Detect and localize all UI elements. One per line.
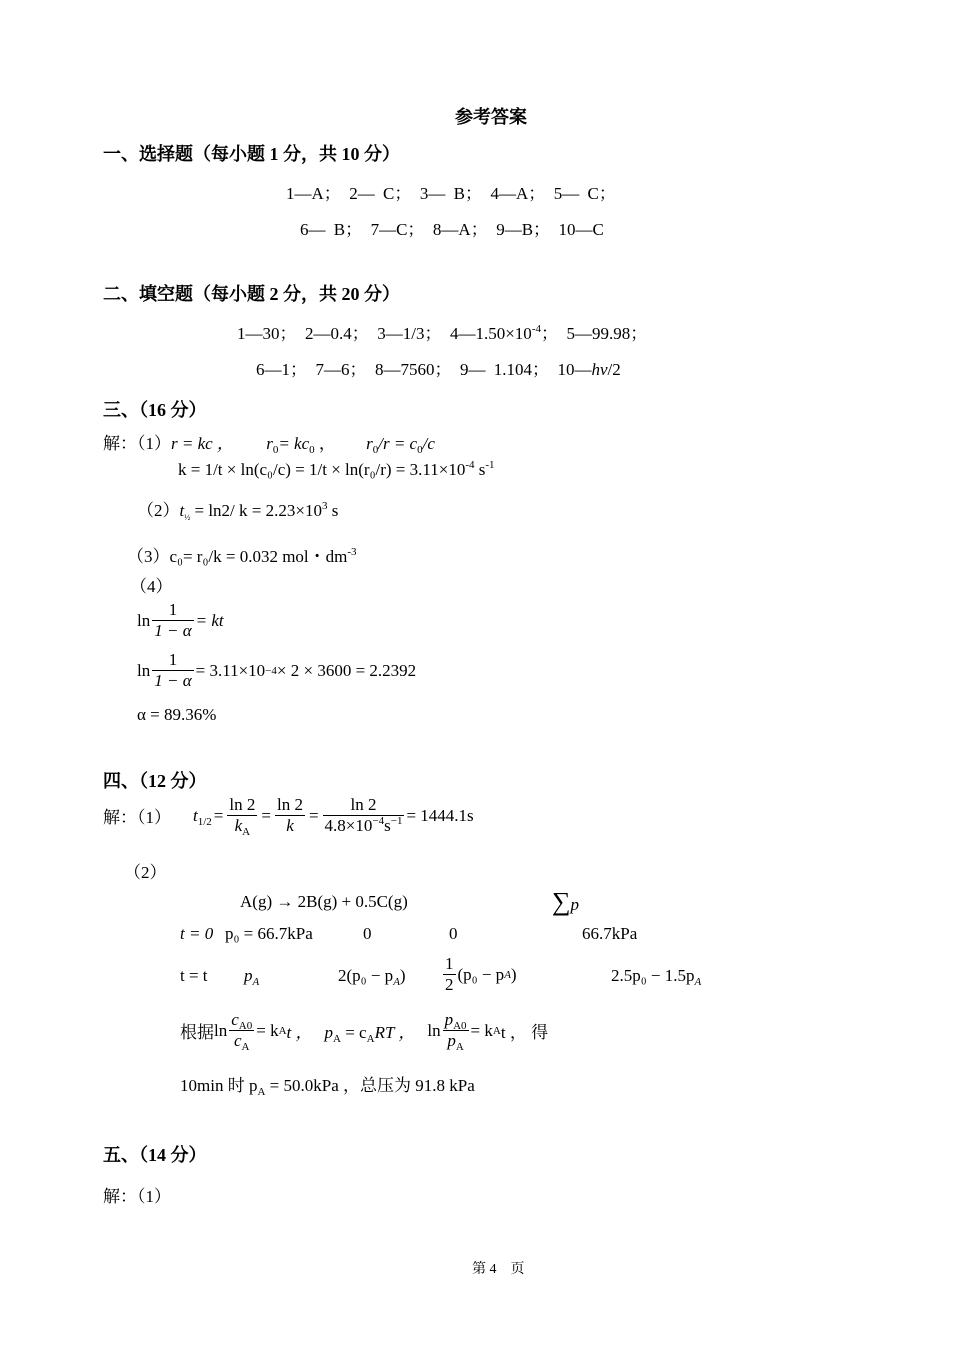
s2-row1-tail: ； 5—99.98； xyxy=(540,324,648,343)
s4-tt-pA: p xyxy=(244,966,253,985)
section-2-answers-row-1 xyxy=(237,319,647,344)
s4-basis-pA-sub: A xyxy=(333,1033,341,1045)
s3-frac-1 xyxy=(152,600,193,641)
s4-frac-c-den: 4.8×10 xyxy=(324,816,373,835)
s4-result-sub: A xyxy=(257,1086,266,1098)
s4-tt-c-den: 2 xyxy=(445,975,454,994)
s3-eq-r0-end: ， xyxy=(314,434,336,453)
s4-basis-pA-sub2: A xyxy=(366,1033,375,1045)
s3-half-life-unit: s xyxy=(327,501,339,520)
section-3-heading: 三、（16 分） xyxy=(103,400,207,420)
s4-result-a: 10min 时 p xyxy=(180,1076,258,1095)
s3-part-2-label: （2） xyxy=(137,501,180,520)
s4-result-b: = 50.0kPa ，总压为 91.8 kPa xyxy=(265,1076,475,1095)
section-1-answers-row-1: 1—A； 2— C； 3— B； 4—A； 5— C； xyxy=(286,184,616,203)
s4-half-life-result: = 1444.1s xyxy=(406,805,474,825)
s3-frac-2 xyxy=(152,650,193,691)
s3-k-expr: k = 1/t × ln(c₀/c) = 1/t × ln(r₀/r) = 3.11×10 xyxy=(178,460,466,479)
s4-frac-b xyxy=(275,795,305,836)
s4-t0-total: 66.7kPa xyxy=(582,924,638,943)
s4-tt-b xyxy=(338,966,406,986)
s4-frac-c-unit: s xyxy=(384,816,391,835)
s4-tt-b-text: 2(p₀ − p xyxy=(338,966,394,985)
s3-eq-r0-rest: = kc xyxy=(278,434,310,453)
s3-half-life-exp: 3 xyxy=(321,500,328,512)
s4-frac-a-k-sub: A xyxy=(242,826,251,838)
s3-ln-2: ln xyxy=(137,660,151,680)
s4-frac-b-num: ln 2 xyxy=(276,795,303,814)
s4-basis-eq: 根据 ln $\frac{c_{A0}}{c_A}$ = k A t ， $p_A = c_ART$ ， ln $\frac{p_{A0}}{p_A}$ = k A t ， 得 xyxy=(180,1010,549,1053)
s4-tt-pA-sub: A xyxy=(252,976,260,988)
page-title: 参考答案 xyxy=(455,107,527,127)
s4-basis-label: 根据 xyxy=(180,1023,214,1042)
s4-frac-c-unit-exp: −1 xyxy=(390,815,403,827)
s4-basis-pA-end: RT ， xyxy=(374,1023,416,1042)
s4-tt-c-text: (p₀ − p xyxy=(457,964,505,984)
s3-line-4 xyxy=(127,542,357,567)
s4-basis-cA0: c xyxy=(231,1010,239,1029)
s3-half-life: = ln2/ k = 2.23×10 xyxy=(190,501,322,520)
s4-tt-a xyxy=(244,966,259,986)
s4-tt-c-num: 1 xyxy=(445,954,454,973)
s4-tt-b-end: ) xyxy=(399,966,406,985)
section-1-heading: 一、选择题（每小题 1 分，共 10 分） xyxy=(103,144,400,164)
s4-frac-c xyxy=(323,795,405,836)
s4-reaction: A(g) → 2B(g) + 0.5C(g) xyxy=(240,892,408,911)
s4-basis-cA0-sub: A0 xyxy=(238,1020,253,1032)
s4-part-2-label: （2） xyxy=(124,863,167,882)
s4-tt-total-sub: A xyxy=(694,976,702,988)
s3-eq-kt: = kt xyxy=(195,610,224,630)
s3-eq-ratio-sub2: 0 xyxy=(417,444,423,456)
section-2-heading: 二、填空题（每小题 2 分，共 20 分） xyxy=(103,284,400,304)
s4-tt-c-frac xyxy=(443,954,456,995)
s4-half-life-eq: 解：（1） $t_{1/2}$ = $\frac{\ln 2}{k_A}$ = $\frac{\ln 2}{k}$ = $\frac{\ln 2}{4.8\times 10^{-4}s^{-1}}$ = 1444.1s xyxy=(103,795,474,838)
s4-basis-eq2-end: t ， 得 xyxy=(500,1023,549,1042)
s2-row2-text: 6—1； 7—6； 8—7560； 9— 1.104； 10— xyxy=(256,360,592,379)
s2-row1-exp: -4 xyxy=(531,323,541,335)
s4-frac-b-den: k xyxy=(286,816,294,835)
s4-p0: p₀ = 66.7kPa xyxy=(225,924,313,943)
s4-tt-total xyxy=(611,966,701,986)
section-2-answers-row-2 xyxy=(256,355,621,380)
s4-basis-pA0: p xyxy=(444,1010,454,1029)
s3-ln-1: ln xyxy=(137,610,151,630)
s4-basis-eq1: = k xyxy=(256,1020,279,1040)
s3-frac-1-den: 1 − α xyxy=(154,621,192,640)
s3-eq-r0: r xyxy=(266,434,273,453)
s4-sum-header xyxy=(552,887,580,916)
s4-tt-total-text: 2.5p₀ − 1.5p xyxy=(611,966,695,985)
s2-row2-tail: /2 xyxy=(607,360,621,379)
s4-tt-c: $\frac{1}{2}$ (p₀ − p A ) xyxy=(445,954,517,994)
s3-jie: 解： xyxy=(103,434,137,453)
page-footer: 第 4 页 xyxy=(472,1262,525,1277)
s2-row2-hv: hν xyxy=(591,360,608,379)
s4-sum-p: p xyxy=(570,895,580,914)
s3-eq-ln-value: ln $\frac{1}{1 - \alpha}$ = 3.11×10 −4 × 2 × 3600 = 2.2392 xyxy=(137,650,417,690)
s3-part-1-label: （1） xyxy=(137,434,171,453)
section-5-heading: 五、（14 分） xyxy=(103,1145,207,1165)
s4-basis-eq2: = k xyxy=(470,1020,493,1040)
s4-basis-pA2: p xyxy=(447,1031,456,1050)
s3-line-3: $(2)t_{\frac{1}{2}} = \ln 2/$ $k = 2.23\times 10^3$ s xyxy=(137,500,339,522)
s4-jie: 解：（1） xyxy=(103,808,171,827)
s4-t0-c: 0 xyxy=(449,924,458,943)
s3-line-1 xyxy=(103,429,435,454)
section-4-heading: 四、（12 分） xyxy=(103,771,207,791)
s4-t0-b: 0 xyxy=(363,924,372,943)
s4-result xyxy=(180,1071,475,1096)
s4-tt-label: t = t xyxy=(180,966,208,985)
s4-frac-c-exp: −4 xyxy=(372,815,385,827)
s3-eq-ratio-end: /c xyxy=(422,434,435,453)
s4-t-sub: 1/2 xyxy=(197,815,212,828)
s3-eq-value: = 3.11×10 xyxy=(195,660,266,680)
s3-c0-exp: -3 xyxy=(347,546,357,558)
s4-basis-pA-rest: = c xyxy=(340,1023,367,1042)
s3-c0: c₀= r₀/k = 0.032 mol・dm xyxy=(169,547,348,566)
s4-basis-frac-2 xyxy=(443,1010,469,1051)
s4-tt-b-sub: A xyxy=(393,976,400,988)
s3-frac-2-den: 1 − α xyxy=(154,671,192,690)
s4-t: t xyxy=(193,805,198,825)
s4-sum-symbol: ∑ xyxy=(552,887,571,916)
s4-basis-cA: c xyxy=(233,1031,242,1050)
s3-eq-value-tail: × 2 × 3600 = 2.2392 xyxy=(276,660,417,680)
section-1-answers-row-2: 6— B； 7—C； 8—A； 9—B； 10—C xyxy=(300,220,604,239)
s4-basis-pA2-sub: A xyxy=(455,1041,464,1053)
s3-k-exp: -4 xyxy=(465,459,475,471)
s3-eq-ratio-rest: /r = c xyxy=(378,434,418,453)
s3-k-unit: s xyxy=(474,460,486,479)
s3-line-2 xyxy=(178,460,495,480)
s3-eq-ln-kt xyxy=(137,600,224,641)
s4-tt-c-end: ) xyxy=(510,964,517,984)
s3-eq-r0-sub2: 0 xyxy=(309,444,315,456)
s4-basis-ln: ln xyxy=(214,1020,228,1040)
s4-t0-label: t = 0 xyxy=(180,924,214,943)
s3-eq-r0-sub: 0 xyxy=(272,444,279,456)
s4-basis-ln2: ln xyxy=(427,1020,441,1040)
s4-basis-eq1-end: t ， xyxy=(286,1023,313,1042)
s3-part-3-label: （3） xyxy=(127,547,170,566)
s4-basis-cA-sub: A xyxy=(241,1041,250,1053)
s3-eq-r-kc: r = kc ， xyxy=(171,434,234,453)
s4-basis-frac-1 xyxy=(229,1010,254,1051)
s4-frac-a xyxy=(227,795,257,836)
s3-frac-1-num: 1 xyxy=(152,600,193,621)
s3-frac-2-num: 1 xyxy=(152,650,193,671)
s5-jie: 解：（1） xyxy=(103,1187,171,1206)
s3-alpha-result: α = 89.36% xyxy=(137,705,217,724)
s4-basis-pA0-sub: A0 xyxy=(453,1020,467,1032)
s4-frac-a-num: ln 2 xyxy=(229,795,256,814)
s3-part-4-label: （4） xyxy=(130,577,173,596)
s4-basis-pA: p xyxy=(324,1023,334,1042)
s3-eq-ratio-sub: 0 xyxy=(372,444,379,456)
s2-row1-text: 1—30； 2—0.4； 3—1/3； 4—1.50×10 xyxy=(237,324,532,343)
s3-k-unit-exp: -1 xyxy=(485,459,495,471)
s4-frac-c-num: ln 2 xyxy=(323,795,405,816)
s4-frac-a-k: k xyxy=(234,816,243,835)
s3-eq-ratio: r xyxy=(366,434,373,453)
